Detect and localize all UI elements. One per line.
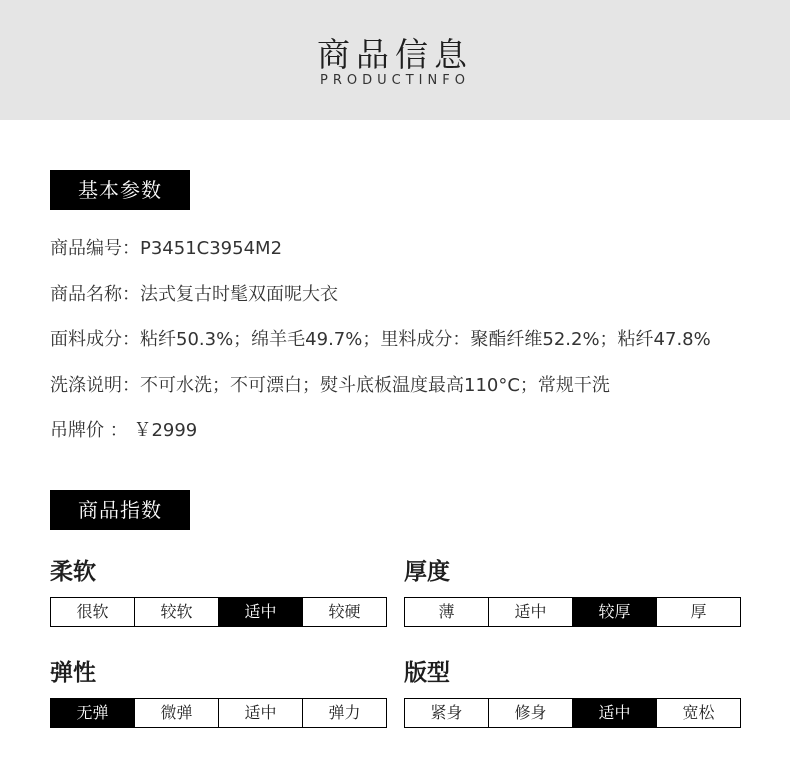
product-index-tag: 商品指数 [50,490,190,530]
softness-option: 很软 [51,598,134,626]
elasticity-title: 弹性 [50,660,96,686]
fit-index [404,658,741,722]
param-value: 粘纤50.3%；绵羊毛49.7%；里料成分：聚酯纤维52.2%；粘纤47.8% [140,329,711,350]
thickness-index [404,557,741,621]
basic-params-tag: 基本参数 [50,170,190,210]
param-label: 洗涤说明： [50,374,140,396]
elasticity-scale [50,698,387,728]
fit-option: 紧身 [405,699,488,727]
basic-params-list [50,234,711,462]
param-row-washing [50,371,711,417]
param-row-product-code [50,234,711,280]
param-value: P3451C3954M2 [140,238,283,259]
thickness-option: 厚 [656,598,740,626]
elasticity-option: 适中 [218,699,302,727]
param-value: 不可水洗；不可漂白；熨斗底板温度最高110°C；常规干洗 [140,374,610,396]
fit-option: 适中 [572,699,656,727]
param-label: 商品名称： [50,283,140,305]
softness-title: 柔软 [50,559,96,585]
elasticity-option: 弹力 [302,699,386,727]
elasticity-index [50,658,387,722]
thickness-option: 适中 [488,598,572,626]
fit-title: 版型 [404,660,450,686]
thickness-option: 较厚 [572,598,656,626]
softness-option: 较软 [134,598,218,626]
param-label: 面料成分： [50,329,140,350]
page-subtitle: PRODUCTINFO [320,73,470,88]
product-info-header [0,0,790,120]
page-title: 商品信息 [317,35,473,74]
param-label: 商品编号： [50,238,140,259]
param-value: ￥2999 [127,420,198,441]
param-value: 法式复古时髦双面呢大衣 [140,283,338,305]
param-row-price [50,416,711,462]
softness-option: 适中 [218,598,302,626]
param-row-fabric [50,325,711,371]
fit-option: 宽松 [656,699,740,727]
elasticity-option: 无弹 [51,699,134,727]
fit-option: 修身 [488,699,572,727]
elasticity-option: 微弹 [134,699,218,727]
softness-scale [50,597,387,627]
softness-option: 较硬 [302,598,386,626]
param-row-product-name [50,280,711,326]
thickness-title: 厚度 [404,559,450,585]
param-label: 吊牌价 ： [50,420,128,441]
softness-index [50,557,387,621]
thickness-option: 薄 [405,598,488,626]
thickness-scale [404,597,741,627]
fit-scale [404,698,741,728]
